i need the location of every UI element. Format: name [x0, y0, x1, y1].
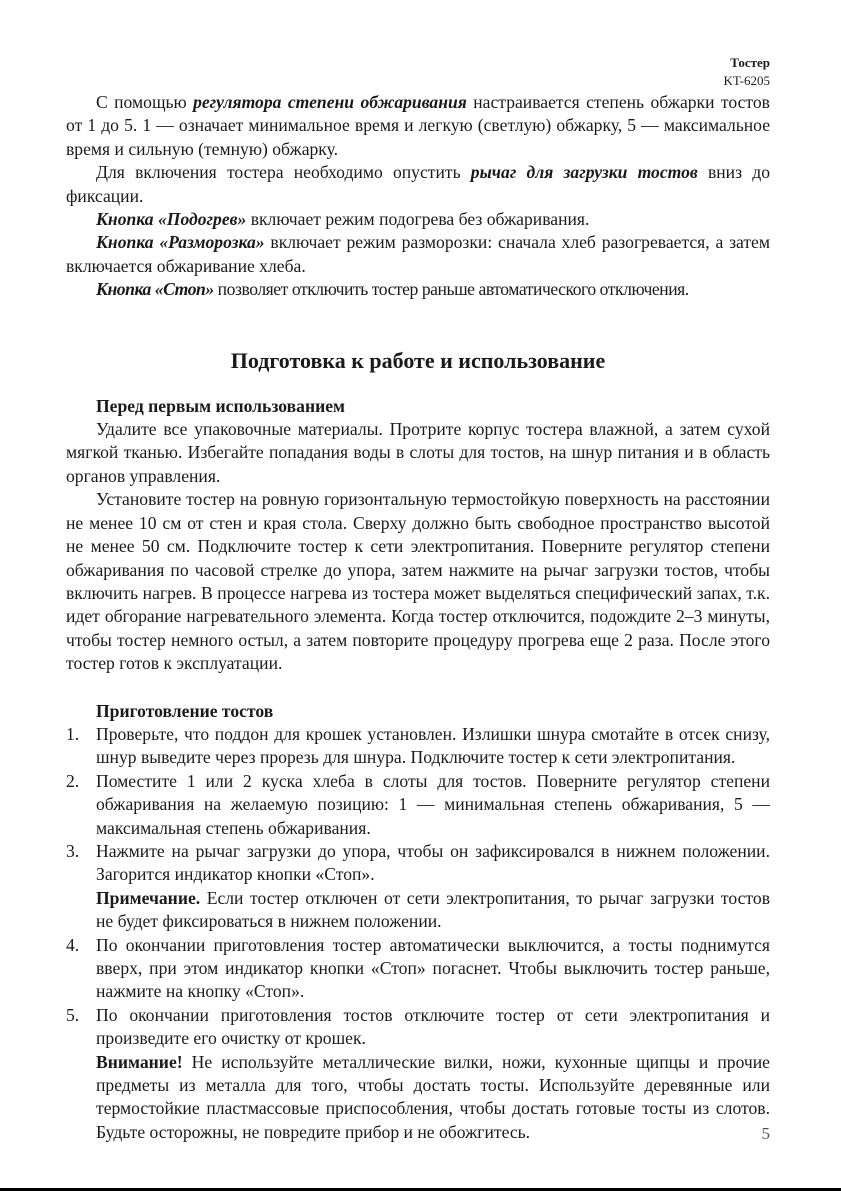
- list-item: [66, 840, 770, 934]
- list-item: [66, 723, 770, 770]
- list-item-number: 2.: [66, 770, 80, 791]
- page-header: [724, 54, 770, 90]
- first-use-paragraph-1: Удалите все упаковочные материалы. Протрите корпус тостера влажной, а затем сухой мягкой тканью. Избегайте попадания воды в слоты для тостов, на шнур питания и в область органов управления.: [66, 419, 770, 486]
- first-use-heading: Перед первым использованием: [96, 395, 346, 416]
- toasts-heading: Приготовление тостов: [96, 700, 274, 721]
- spacer: [66, 676, 770, 700]
- header-model: KT-6205: [723, 73, 770, 88]
- toasts-steps-list: [66, 723, 770, 1144]
- list-item-number: 3.: [66, 840, 80, 861]
- intro-paragraph-regulator: С помощью регулятора степени обжаривания настраивается степень обжарки тостов от 1 до 5. 1 — означает минимальное время и легкую (светлую) обжарку, 5 — максимальное время и сильную (темную) обжарку.: [66, 92, 770, 159]
- term-reheat-button: Кнопка «Подогрев»: [96, 209, 247, 230]
- section-title: Подготовка к работе и использование: [230, 347, 606, 373]
- list-item-text: Проверьте, что поддон для крошек установлен. Излишки шнура смотайте в отсек снизу, шнур выведите через прорезь для шнура. Подключите тостер к сети электропитания.: [96, 723, 770, 768]
- list-item-text: По окончании приготовления тостер автоматически выключится, а тосты поднимутся вверх, при этом индикатор кнопки «Стоп» погаснет. Чтобы выключить тостер раньше, нажмите на кнопку «Стоп».: [96, 934, 770, 1002]
- list-item-text: Нажмите на рычаг загрузки до упора, чтобы он зафиксировался в нижнем положении. Загорится индикатор кнопки «Стоп».: [96, 840, 770, 885]
- note-label: Примечание.: [96, 887, 201, 908]
- warning-label: Внимание!: [96, 1051, 183, 1072]
- header-title: Тостер: [730, 55, 770, 70]
- list-item: [66, 1004, 770, 1144]
- list-item-number: 4.: [66, 934, 80, 955]
- note-paragraph: Примечание. Если тостер отключен от сети электропитания, то рычаг загрузки тостов не будет фиксироваться в нижнем положении.: [96, 887, 770, 932]
- page-content: [66, 91, 770, 1144]
- term-regulator: регулятора степени обжаривания: [193, 92, 467, 112]
- first-use-paragraph-2: Установите тостер на ровную горизонтальную термостойкую поверхность на расстоянии не менее 10 см от стен и края стола. Сверху должно быть свободное пространство высотой не менее 50 см. Подключите тостер к сети электропитания. Поверните регулятор степени обжаривания по часовой стрелке до упора, затем нажмите на рычаг загрузки тостов, чтобы включить нагрев. В процессе нагрева из тостера может выделяться специфический запах, т.к. идет обгорание нагревательного элемента. Когда тостер отключится, подождите 2–3 минуты, чтобы тостер немного остыл, а затем повторите процедуру прогрева еще 2 раза. После этого тостер готов к эксплуатации.: [66, 489, 770, 674]
- intro-paragraph-reheat: Кнопка «Подогрев» включает режим подогрева без обжаривания.: [96, 209, 590, 230]
- list-item: [66, 934, 770, 1004]
- term-stop-button: Кнопка «Стоп»: [96, 279, 214, 300]
- term-defrost-button: Кнопка «Разморозка»: [96, 232, 265, 253]
- list-item: [66, 770, 770, 840]
- list-item-number: 5.: [66, 1004, 80, 1025]
- page-number: 5: [761, 1124, 770, 1143]
- intro-paragraph-stop: Кнопка «Стоп» позволяет отключить тостер раньше автоматического отключения.: [96, 279, 689, 300]
- list-item-text: По окончании приготовления тостов отключите тостер от сети электропитания и произведите его очистку от крошек.: [96, 1004, 770, 1049]
- term-lever: рычаг для загрузки тостов: [470, 162, 698, 183]
- intro-paragraph-defrost: Кнопка «Разморозка» включает режим разморозки: сначала хлеб разогревается, а затем включается обжаривание хлеба.: [66, 232, 771, 276]
- list-item-text: Поместите 1 или 2 куска хлеба в слоты для тостов. Поверните регулятор степени обжаривания на желаемую позицию: 1 — минимальная степень обжаривания, 5 — максимальная степень обжаривания.: [96, 770, 770, 838]
- intro-paragraph-lever: Для включения тостера необходимо опустить рычаг для загрузки тостов вниз до фиксации.: [66, 162, 770, 206]
- warning-paragraph: Внимание! Не используйте металлические вилки, ножи, кухонные щипцы и прочие предметы из металла для того, чтобы достать тосты. Используйте деревянные или термостойкие пластмассовые приспособления, чтобы достать готовые тосты из слотов. Будьте осторожны, не повредите прибор и не обожгитесь.: [96, 1051, 770, 1142]
- list-item-number: 1.: [66, 723, 80, 744]
